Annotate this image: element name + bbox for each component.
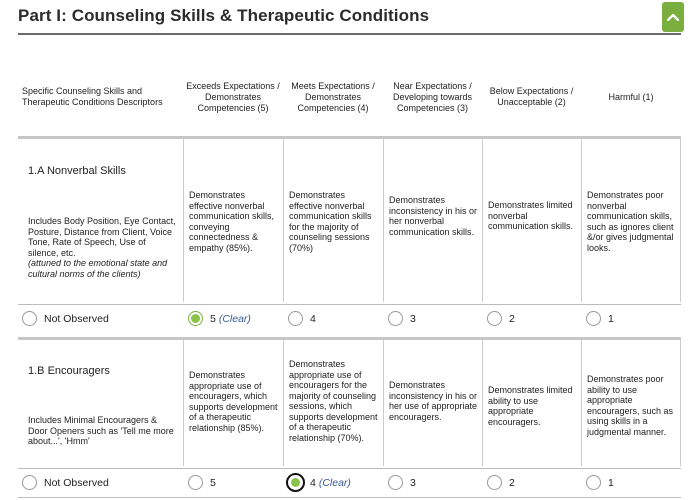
clear-selection-link[interactable]: (Clear)	[318, 476, 351, 489]
radio-encouragers-4[interactable]: 4 (Clear)	[288, 473, 351, 492]
radio-encouragers-5[interactable]: 5	[188, 475, 216, 490]
clear-selection-link[interactable]: (Clear)	[218, 312, 251, 325]
section-title: Part I: Counseling Skills & Therapeutic Conditions	[18, 6, 430, 25]
header-below: Below Expectations / Unacceptable (2)	[489, 86, 574, 107]
skill-title-nonverbal: 1.A Nonverbal Skills	[28, 165, 126, 177]
radio-encouragers-not-observed[interactable]: Not Observed	[22, 475, 109, 490]
descriptor-nonverbal-2: Demonstrates limited nonverbal communication skills.	[488, 200, 574, 231]
radio-nonverbal-2[interactable]: 2	[487, 311, 515, 326]
radio-circle[interactable]	[288, 311, 303, 326]
options-divider	[18, 468, 681, 469]
descriptor-encouragers-2: Demonstrates limited ability to use appropriate encouragers.	[488, 385, 573, 427]
radio-encouragers-3[interactable]: 3	[388, 475, 416, 490]
table-bottom-border	[18, 497, 681, 498]
radio-circle[interactable]	[388, 311, 403, 326]
radio-circle[interactable]	[487, 475, 502, 490]
radio-nonverbal-not-observed[interactable]: Not Observed	[22, 311, 109, 326]
header-near: Near Expectations / Developing towards Competencies (3)	[392, 80, 473, 113]
radio-circle[interactable]	[22, 311, 37, 326]
descriptor-nonverbal-5: Demonstrates effective nonverbal communication skills, conveying connectedness & empathy (85%).	[189, 190, 275, 253]
skill-description-nonverbal: Includes Body Position, Eye Contact, Posture, Distance from Client, Voice Tone, Rate of Speech, Use of silence, etc. (attuned to the emotional state and cultural norms of the clients)	[28, 216, 176, 279]
radio-circle[interactable]	[586, 475, 601, 490]
options-divider	[18, 304, 681, 305]
radio-circle-selected[interactable]	[188, 311, 203, 326]
radio-nonverbal-4[interactable]: 4	[288, 311, 316, 326]
chevron-up-icon	[667, 13, 679, 21]
header-descriptors: Specific Counseling Skills and Therapeutic Conditions Descriptors	[22, 86, 163, 107]
descriptor-encouragers-4: Demonstrates appropriate use of encouragers for the majority of counseling sessions, which supports development of a therapeutic relationship (70%).	[289, 359, 378, 443]
radio-nonverbal-3[interactable]: 3	[388, 311, 416, 326]
header-exceeds: Exceeds Expectations / Demonstrates Competencies (5)	[186, 80, 280, 113]
descriptor-nonverbal-3: Demonstrates inconsistency in his or her nonverbal communication skills.	[389, 195, 478, 237]
radio-circle[interactable]	[22, 475, 37, 490]
radio-nonverbal-5[interactable]: 5 (Clear)	[188, 311, 251, 326]
descriptor-nonverbal-4: Demonstrates effective nonverbal communication skills for the majority of counseling sessions (70%)	[289, 190, 372, 253]
radio-circle[interactable]	[586, 311, 601, 326]
descriptor-nonverbal-1: Demonstrates poor nonverbal communication skills, such as ignores client &/or gives judgmental looks.	[587, 190, 674, 253]
radio-encouragers-1[interactable]: 1	[586, 475, 614, 490]
radio-encouragers-2[interactable]: 2	[487, 475, 515, 490]
collapse-section-button[interactable]	[662, 2, 684, 32]
descriptor-encouragers-1: Demonstrates poor ability to use appropriate encouragers, such as using skills in a judgmental manner.	[587, 374, 674, 437]
title-divider	[18, 33, 681, 35]
skill-description-encouragers: Includes Minimal Encouragers & Door Openers such as 'Tell me more about...', 'Hmm'	[28, 415, 174, 446]
radio-circle[interactable]	[388, 475, 403, 490]
radio-nonverbal-1[interactable]: 1	[586, 311, 614, 326]
radio-circle-selected[interactable]	[286, 473, 305, 492]
skill-title-encouragers: 1.B Encouragers	[28, 365, 110, 377]
header-meets: Meets Expectations / Demonstrates Competencies (4)	[291, 80, 375, 113]
header-harmful: Harmful (1)	[608, 91, 654, 102]
descriptor-encouragers-3: Demonstrates inconsistency in his or her use of appropriate encouragers.	[389, 380, 478, 422]
descriptor-encouragers-5: Demonstrates appropriate use of encouragers, which supports development of a therapeutic relationship (85%).	[189, 370, 278, 433]
radio-circle[interactable]	[188, 475, 203, 490]
radio-circle[interactable]	[487, 311, 502, 326]
